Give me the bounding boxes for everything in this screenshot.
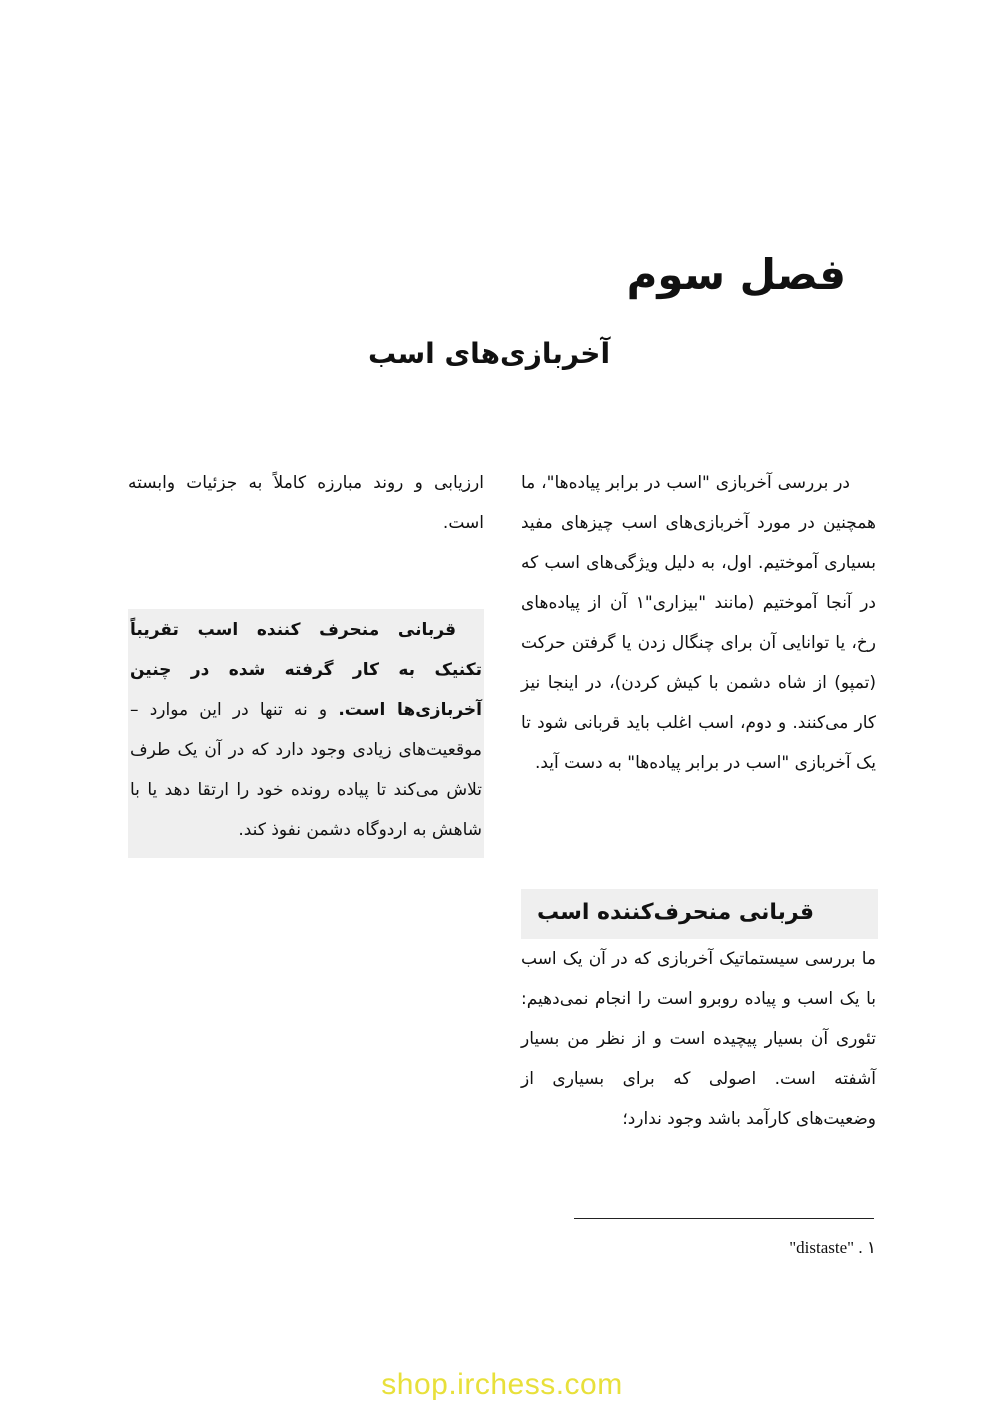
watermark-link[interactable]: shop.irchess.com: [381, 1368, 623, 1401]
right-column-intro: [521, 463, 876, 783]
chapter-subtitle-text: آخربازی‌های اسب: [367, 337, 611, 370]
footnote: "distaste" . ۱: [789, 1238, 876, 1257]
intro-paragraph: در بررسی آخربازی "اسب در برابر پیاده‌ها"، ما همچنین در مورد آخربازی‌های اسب چیزهای مفید بسیاری آموختیم. اول، به دلیل ویژگی‌های اسب که در آنجا آموختیم (مانند "بیزاری"۱ آن از پیاده‌های رخ، یا توانایی آن برای چنگال زدن یا گرفتن حرکت (تمپو) از شاه دشمن با کیش کردن)، در اینجا نیز کار می‌کنند. و دوم، اسب اغلب باید قربانی شود تا یک آخربازی "اسب در برابر پیاده‌ها" به دست آید.: [521, 473, 876, 773]
section-heading: قربانی منحرف‌کننده اسب: [521, 889, 878, 939]
chapter-subtitle: [0, 337, 1004, 370]
highlight-bold-text: قربانی منحرف کننده اسب تقریباً تکنیک به کار گرفته شده در چنین آخربازی‌ها است.: [130, 620, 482, 720]
section-paragraph: ما بررسی سیستماتیک آخربازی که در آن یک اسب با یک اسب و پیاده روبرو است را انجام نمی‌دهیم: تئوری آن بسیار پیچیده است و از نظر من بسیار آشفته است. اصولی که برای بسیاری از وضعیت‌های کارآمد باشد وجود ندارد؛: [521, 949, 876, 1129]
footnote-divider: [574, 1218, 874, 1219]
highlight-paragraph: [130, 610, 482, 850]
left-column-continuation: [128, 463, 484, 543]
continuation-paragraph: ارزیابی و روند مبارزه کاملاً به جزئیات وابسته است.: [128, 473, 484, 533]
highlight-body-text: و نه تنها در این موارد – موقعیت‌های زیادی وجود دارد که در آن یک طرف تلاش می‌کند تا پیاده رونده خود را ارتقا دهد یا با شاهش به اردوگاه دشمن نفوذ کند.: [130, 700, 482, 840]
chapter-title: فصل سوم: [626, 250, 846, 299]
highlight-box: [128, 609, 484, 858]
right-column-section: [521, 939, 876, 1139]
